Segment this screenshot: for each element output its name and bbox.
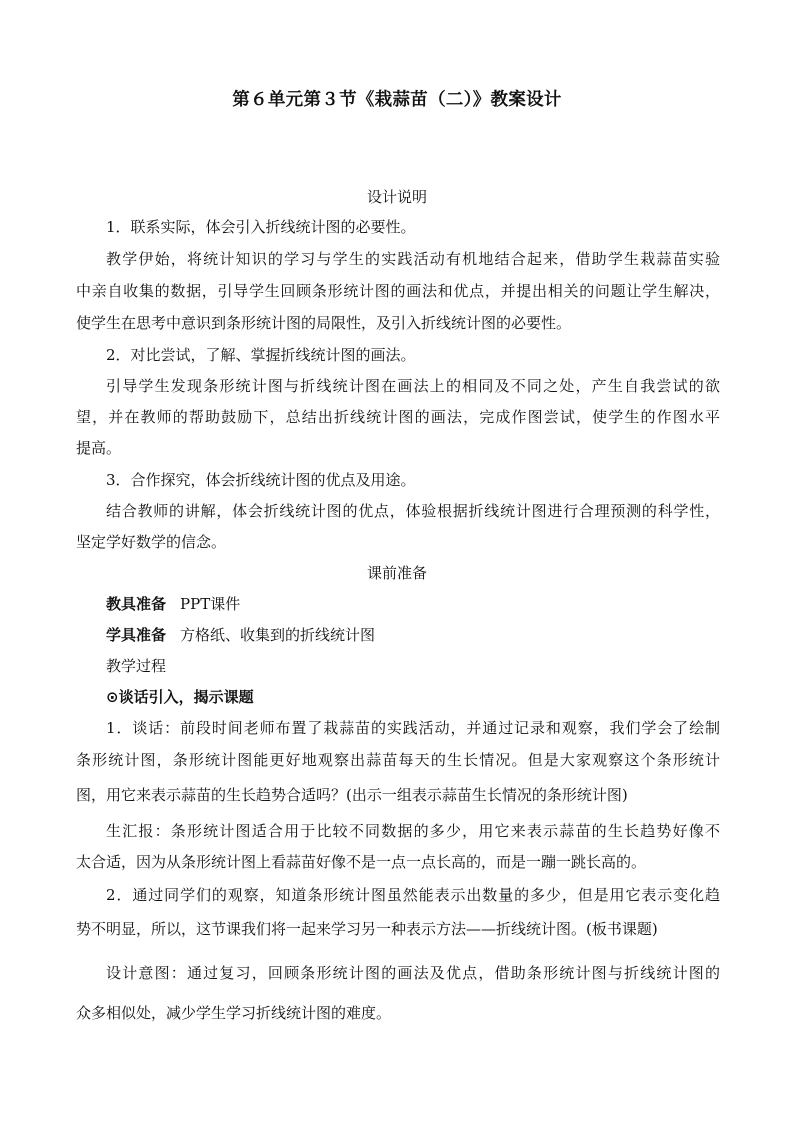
point-2-text-line: 提高。 (76, 439, 122, 457)
teacher-materials-value: PPT课件 (180, 595, 241, 613)
preparation-heading: 课前准备 (366, 564, 427, 582)
section-text-line: 势不明显，所以，这节课我们将一起来学习另一种表示方法——折线统计图。(板书课题) (76, 920, 658, 938)
student-materials-value: 方格纸、收集到的折线统计图 (180, 626, 376, 644)
teacher-materials-row (106, 593, 720, 614)
section-text-line: 1．谈话：前段时间老师布置了栽蒜苗的实践活动，并通过记录和观察，我们学会了绘制 (106, 719, 720, 737)
point-2-heading: 2．对比尝试，了解、掌握折线统计图的画法。 (106, 346, 416, 364)
point-2-text-line: 望，并在教师的帮助鼓励下，总结出折线统计图的画法，完成作图尝试，使学生的作图水平 (76, 408, 720, 426)
section-text-line: 太合适，因为从条形统计图上看蒜苗好像不是一点一点长高的，而是一蹦一跳长高的。 (76, 853, 647, 871)
point-3-text-line: 坚定学好数学的信念。 (76, 533, 227, 551)
point-1-heading: 1．联系实际，体会引入折线统计图的必要性。 (106, 218, 416, 236)
section-text-line: 生汇报：条形统计图适合用于比较不同数据的多少，用它来表示蒜苗的生长趋势好像不 (106, 822, 720, 840)
design-intent-line: 众多相似处，减少学生学习折线统计图的难度。 (76, 1004, 392, 1022)
point-1-text-line: 使学生在思考中意识到条形统计图的局限性，及引入折线统计图的必要性。 (76, 314, 572, 332)
point-3-text-line: 结合教师的讲解，体会折线统计图的优点，体验根据折线统计图进行合理预测的科学性， (106, 502, 720, 520)
section-text-line: 图，用它来表示蒜苗的生长趋势合适吗？(出示一组表示蒜苗生长情况的条形统计图) (76, 786, 628, 804)
document-title: 第６单元第３节《栽蒜苗（二）》教案设计 (232, 90, 562, 110)
section-text-line: 2．通过同学们的观察，知道条形统计图虽然能表示出数量的多少，但是用它表示变化趋 (106, 886, 720, 904)
point-3-heading: 3．合作探究，体会折线统计图的优点及用途。 (106, 471, 416, 489)
point-2-text-line: 引导学生发现条形统计图与折线统计图在画法上的相同及不同之处，产生自我尝试的欲 (106, 377, 720, 395)
teacher-materials-label: 教具准备 (106, 595, 167, 613)
point-1-text-line: 中亲自收集的数据，引导学生回顾条形统计图的画法和优点，并提出相关的问题让学生解决， (76, 282, 720, 300)
teaching-process-heading: 教学过程 (106, 657, 167, 675)
student-materials-label: 学具准备 (106, 626, 167, 644)
design-intent-line: 设计意图：通过复习，回顾条形统计图的画法及优点，借助条形统计图与折线统计图的 (106, 964, 720, 982)
design-notes-heading: 设计说明 (366, 188, 427, 206)
section-heading: ⊙谈话引入，揭示课题 (106, 688, 254, 706)
section-text-line: 条形统计图，条形统计图能更好地观察出蒜苗每天的生长情况。但是大家观察这个条形统计 (76, 751, 720, 769)
student-materials-row (106, 624, 720, 645)
point-1-text-line: 教学伊始，将统计知识的学习与学生的实践活动有机地结合起来，借助学生栽蒜苗实验 (106, 250, 720, 268)
